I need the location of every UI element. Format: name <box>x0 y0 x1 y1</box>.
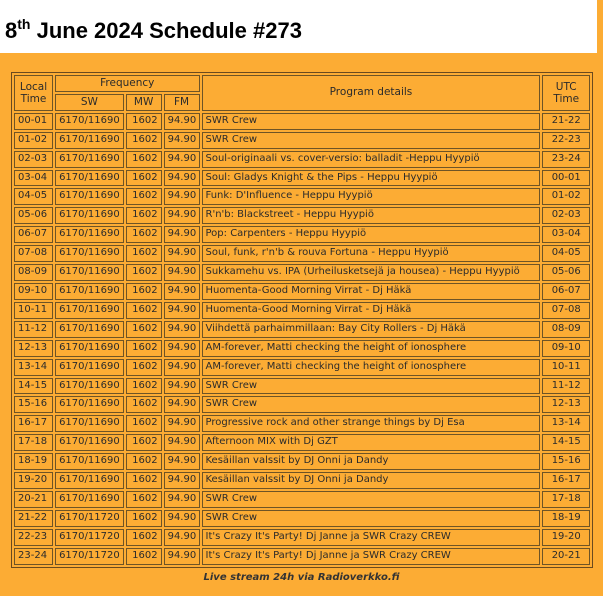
cell-sw: 6170/11720 <box>55 548 124 565</box>
table-row <box>14 321 590 338</box>
cell-local-time: 05-06 <box>14 207 53 224</box>
cell-program: Kesäillan valssit by DJ Onni ja Dandy <box>202 472 541 489</box>
cell-mw: 1602 <box>126 283 162 300</box>
cell-local-time: 19-20 <box>14 472 53 489</box>
header-mw: MW <box>126 94 162 111</box>
cell-fm: 94.90 <box>164 151 200 168</box>
header-fm: FM <box>164 94 200 111</box>
cell-program: Progressive rock and other strange things by Dj Esa <box>202 415 541 432</box>
table-row <box>14 340 590 357</box>
cell-local-time: 20-21 <box>14 491 53 508</box>
cell-sw: 6170/11690 <box>55 434 124 451</box>
cell-utc-time: 17-18 <box>542 491 590 508</box>
cell-program: AM-forever, Matti checking the height of ionosphere <box>202 359 541 376</box>
cell-mw: 1602 <box>126 321 162 338</box>
cell-program: Funk: D'Influence - Heppu Hyypiö <box>202 188 541 205</box>
cell-utc-time: 14-15 <box>542 434 590 451</box>
header-program-details: Program details <box>202 75 541 111</box>
cell-fm: 94.90 <box>164 188 200 205</box>
table-row <box>14 453 590 470</box>
cell-sw: 6170/11690 <box>55 321 124 338</box>
cell-fm: 94.90 <box>164 283 200 300</box>
cell-mw: 1602 <box>126 207 162 224</box>
cell-utc-time: 20-21 <box>542 548 590 565</box>
cell-local-time: 01-02 <box>14 132 53 149</box>
cell-utc-time: 02-03 <box>542 207 590 224</box>
cell-local-time: 02-03 <box>14 151 53 168</box>
cell-utc-time: 13-14 <box>542 415 590 432</box>
cell-sw: 6170/11690 <box>55 245 124 262</box>
cell-mw: 1602 <box>126 415 162 432</box>
cell-program: Huomenta-Good Morning Virrat - Dj Häkä <box>202 283 541 300</box>
cell-local-time: 16-17 <box>14 415 53 432</box>
cell-local-time: 14-15 <box>14 378 53 395</box>
cell-local-time: 11-12 <box>14 321 53 338</box>
cell-sw: 6170/11690 <box>55 170 124 187</box>
cell-fm: 94.90 <box>164 453 200 470</box>
cell-fm: 94.90 <box>164 359 200 376</box>
cell-program: Afternoon MIX with Dj GZT <box>202 434 541 451</box>
title-day: 8 <box>5 18 18 43</box>
cell-utc-time: 03-04 <box>542 226 590 243</box>
table-row <box>14 151 590 168</box>
cell-program: Sukkamehu vs. IPA (Urheilusketsejä ja housea) - Heppu Hyypiö <box>202 264 541 281</box>
cell-mw: 1602 <box>126 396 162 413</box>
cell-fm: 94.90 <box>164 396 200 413</box>
cell-local-time: 07-08 <box>14 245 53 262</box>
table-row <box>14 245 590 262</box>
header-sw: SW <box>55 94 124 111</box>
table-row <box>14 113 590 130</box>
cell-fm: 94.90 <box>164 321 200 338</box>
cell-mw: 1602 <box>126 264 162 281</box>
cell-utc-time: 23-24 <box>542 151 590 168</box>
cell-sw: 6170/11690 <box>55 283 124 300</box>
cell-program: Soul, funk, r'n'b & rouva Fortuna - Heppu Hyypiö <box>202 245 541 262</box>
title-bar <box>0 0 597 53</box>
cell-program: SWR Crew <box>202 113 541 130</box>
table-row <box>14 378 590 395</box>
cell-mw: 1602 <box>126 113 162 130</box>
cell-mw: 1602 <box>126 170 162 187</box>
table-row <box>14 170 590 187</box>
cell-mw: 1602 <box>126 453 162 470</box>
cell-local-time: 00-01 <box>14 113 53 130</box>
cell-program: SWR Crew <box>202 491 541 508</box>
table-row <box>14 396 590 413</box>
cell-program: Kesäillan valssit by DJ Onni ja Dandy <box>202 453 541 470</box>
footer-live-stream: Live stream 24h via Radioverkko.fi <box>203 572 400 583</box>
cell-sw: 6170/11690 <box>55 132 124 149</box>
cell-sw: 6170/11690 <box>55 491 124 508</box>
cell-utc-time: 10-11 <box>542 359 590 376</box>
header-utc-time: UTC Time <box>542 75 590 111</box>
cell-program: It's Crazy It's Party! Dj Janne ja SWR Crazy CREW <box>202 548 541 565</box>
page-title <box>5 16 302 43</box>
cell-program: Huomenta-Good Morning Virrat - Dj Häkä <box>202 302 541 319</box>
cell-local-time: 22-23 <box>14 529 53 546</box>
cell-local-time: 13-14 <box>14 359 53 376</box>
cell-sw: 6170/11690 <box>55 472 124 489</box>
table-row <box>14 359 590 376</box>
cell-fm: 94.90 <box>164 491 200 508</box>
cell-sw: 6170/11690 <box>55 302 124 319</box>
cell-fm: 94.90 <box>164 472 200 489</box>
cell-fm: 94.90 <box>164 529 200 546</box>
cell-mw: 1602 <box>126 359 162 376</box>
cell-sw: 6170/11690 <box>55 151 124 168</box>
cell-mw: 1602 <box>126 245 162 262</box>
cell-sw: 6170/11690 <box>55 415 124 432</box>
cell-fm: 94.90 <box>164 207 200 224</box>
cell-mw: 1602 <box>126 151 162 168</box>
cell-sw: 6170/11690 <box>55 188 124 205</box>
table-row <box>14 283 590 300</box>
cell-mw: 1602 <box>126 188 162 205</box>
table-row <box>14 132 590 149</box>
cell-sw: 6170/11720 <box>55 510 124 527</box>
cell-fm: 94.90 <box>164 264 200 281</box>
table-row <box>14 434 590 451</box>
cell-utc-time: 09-10 <box>542 340 590 357</box>
table-row <box>14 226 590 243</box>
cell-sw: 6170/11690 <box>55 113 124 130</box>
cell-sw: 6170/11690 <box>55 207 124 224</box>
cell-fm: 94.90 <box>164 226 200 243</box>
cell-mw: 1602 <box>126 548 162 565</box>
cell-utc-time: 08-09 <box>542 321 590 338</box>
cell-fm: 94.90 <box>164 548 200 565</box>
cell-fm: 94.90 <box>164 378 200 395</box>
cell-sw: 6170/11690 <box>55 453 124 470</box>
cell-fm: 94.90 <box>164 340 200 357</box>
cell-local-time: 23-24 <box>14 548 53 565</box>
cell-fm: 94.90 <box>164 302 200 319</box>
schedule-table <box>11 72 593 568</box>
cell-utc-time: 12-13 <box>542 396 590 413</box>
cell-fm: 94.90 <box>164 415 200 432</box>
cell-mw: 1602 <box>126 510 162 527</box>
cell-local-time: 08-09 <box>14 264 53 281</box>
cell-fm: 94.90 <box>164 170 200 187</box>
cell-local-time: 03-04 <box>14 170 53 187</box>
table-row <box>14 415 590 432</box>
cell-utc-time: 11-12 <box>542 378 590 395</box>
title-text: June 2024 Schedule #273 <box>30 18 302 43</box>
cell-utc-time: 07-08 <box>542 302 590 319</box>
cell-fm: 94.90 <box>164 113 200 130</box>
cell-sw: 6170/11720 <box>55 529 124 546</box>
cell-mw: 1602 <box>126 472 162 489</box>
cell-program: R'n'b: Blackstreet - Heppu Hyypiö <box>202 207 541 224</box>
table-row <box>14 529 590 546</box>
cell-sw: 6170/11690 <box>55 396 124 413</box>
cell-sw: 6170/11690 <box>55 378 124 395</box>
cell-local-time: 21-22 <box>14 510 53 527</box>
cell-utc-time: 21-22 <box>542 113 590 130</box>
cell-program: Pop: Carpenters - Heppu Hyypiö <box>202 226 541 243</box>
cell-program: SWR Crew <box>202 132 541 149</box>
cell-local-time: 06-07 <box>14 226 53 243</box>
cell-fm: 94.90 <box>164 132 200 149</box>
cell-sw: 6170/11690 <box>55 226 124 243</box>
cell-program: Soul-originaali vs. cover-versio: balladit -Heppu Hyypiö <box>202 151 541 168</box>
cell-local-time: 18-19 <box>14 453 53 470</box>
cell-local-time: 15-16 <box>14 396 53 413</box>
cell-local-time: 10-11 <box>14 302 53 319</box>
cell-local-time: 17-18 <box>14 434 53 451</box>
cell-utc-time: 16-17 <box>542 472 590 489</box>
cell-utc-time: 06-07 <box>542 283 590 300</box>
table-row <box>14 188 590 205</box>
cell-sw: 6170/11690 <box>55 359 124 376</box>
cell-mw: 1602 <box>126 340 162 357</box>
header-local-time: Local Time <box>14 75 53 111</box>
header-frequency: Frequency <box>55 75 199 92</box>
cell-mw: 1602 <box>126 378 162 395</box>
cell-sw: 6170/11690 <box>55 264 124 281</box>
cell-mw: 1602 <box>126 226 162 243</box>
cell-fm: 94.90 <box>164 510 200 527</box>
cell-utc-time: 15-16 <box>542 453 590 470</box>
cell-utc-time: 22-23 <box>542 132 590 149</box>
cell-utc-time: 01-02 <box>542 188 590 205</box>
cell-program: AM-forever, Matti checking the height of ionosphere <box>202 340 541 357</box>
table-row <box>14 548 590 565</box>
cell-utc-time: 05-06 <box>542 264 590 281</box>
cell-utc-time: 18-19 <box>542 510 590 527</box>
cell-utc-time: 19-20 <box>542 529 590 546</box>
cell-sw: 6170/11690 <box>55 340 124 357</box>
cell-fm: 94.90 <box>164 434 200 451</box>
table-row <box>14 510 590 527</box>
cell-program: Soul: Gladys Knight & the Pips - Heppu Hyypiö <box>202 170 541 187</box>
cell-fm: 94.90 <box>164 245 200 262</box>
table-row <box>14 472 590 489</box>
cell-utc-time: 04-05 <box>542 245 590 262</box>
cell-program: SWR Crew <box>202 378 541 395</box>
cell-local-time: 12-13 <box>14 340 53 357</box>
cell-mw: 1602 <box>126 491 162 508</box>
cell-mw: 1602 <box>126 529 162 546</box>
cell-mw: 1602 <box>126 132 162 149</box>
cell-program: SWR Crew <box>202 396 541 413</box>
table-row <box>14 264 590 281</box>
table-row <box>14 491 590 508</box>
cell-utc-time: 00-01 <box>542 170 590 187</box>
cell-program: Viihdettä parhaimmillaan: Bay City Rollers - Dj Häkä <box>202 321 541 338</box>
table-row <box>14 302 590 319</box>
cell-mw: 1602 <box>126 302 162 319</box>
title-day-suffix: th <box>17 16 31 32</box>
cell-mw: 1602 <box>126 434 162 451</box>
cell-local-time: 09-10 <box>14 283 53 300</box>
cell-program: It's Crazy It's Party! Dj Janne ja SWR Crazy CREW <box>202 529 541 546</box>
cell-program: SWR Crew <box>202 510 541 527</box>
table-row <box>14 207 590 224</box>
cell-local-time: 04-05 <box>14 188 53 205</box>
